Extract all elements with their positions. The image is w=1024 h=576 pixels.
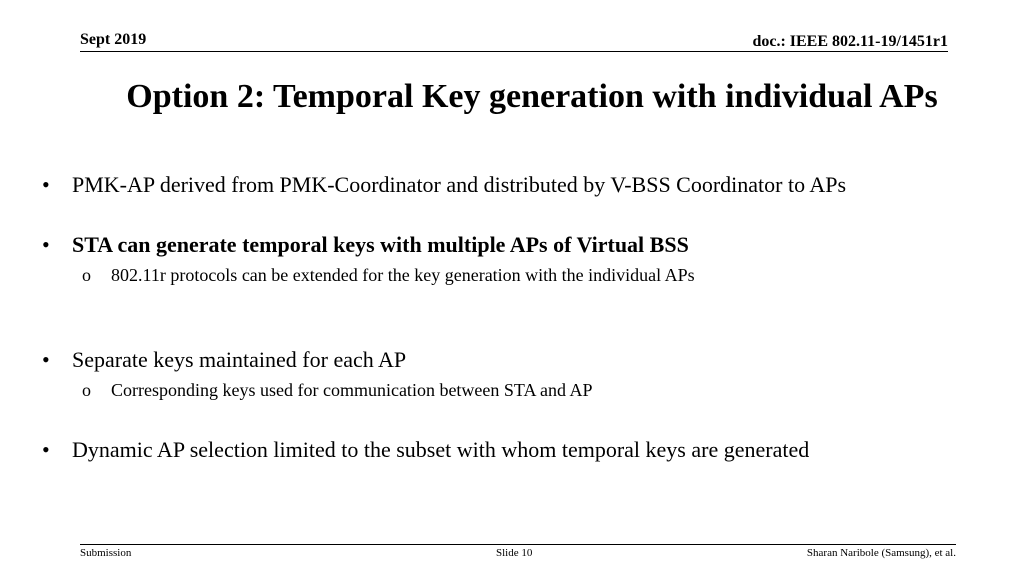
header-divider <box>80 51 948 52</box>
bullet-3-text: Separate keys maintained for each AP <box>72 347 407 372</box>
sub-bullet-2 <box>82 265 695 286</box>
bullet-2 <box>42 232 689 258</box>
sub-bullet-3-text: Corresponding keys used for communication between STA and AP <box>111 380 593 400</box>
sub-bullet-marker: o <box>82 265 91 285</box>
header-date: Sept 2019 <box>80 31 147 48</box>
sub-bullet-marker: o <box>82 380 91 400</box>
bullet-4 <box>42 437 809 463</box>
bullet-4-text: Dynamic AP selection limited to the subset with whom temporal keys are generated <box>72 437 810 462</box>
bullet-1 <box>42 172 846 198</box>
bullet-marker: • <box>42 232 50 257</box>
bullet-marker: • <box>42 347 50 372</box>
header-doc-id: doc.: IEEE 802.11-19/1451r1 <box>752 33 948 50</box>
sub-bullet-3 <box>82 380 592 401</box>
footer-author: Sharan Naribole (Samsung), et al. <box>806 547 956 559</box>
footer-submission: Submission <box>80 547 132 559</box>
bullet-marker: • <box>42 437 50 462</box>
slide-title: Option 2: Temporal Key generation with individual APs <box>126 78 938 115</box>
footer-slide-number: Slide 10 <box>496 547 533 559</box>
bullet-3 <box>42 347 406 373</box>
bullet-marker: • <box>42 172 50 197</box>
sub-bullet-2-text: 802.11r protocols can be extended for the key generation with the individual APs <box>111 265 695 285</box>
footer-divider <box>80 544 956 545</box>
bullet-1-text: PMK-AP derived from PMK-Coordinator and distributed by V-BSS Coordinator to APs <box>72 172 847 197</box>
bullet-2-text: STA can generate temporal keys with multiple APs of Virtual BSS <box>72 232 689 257</box>
